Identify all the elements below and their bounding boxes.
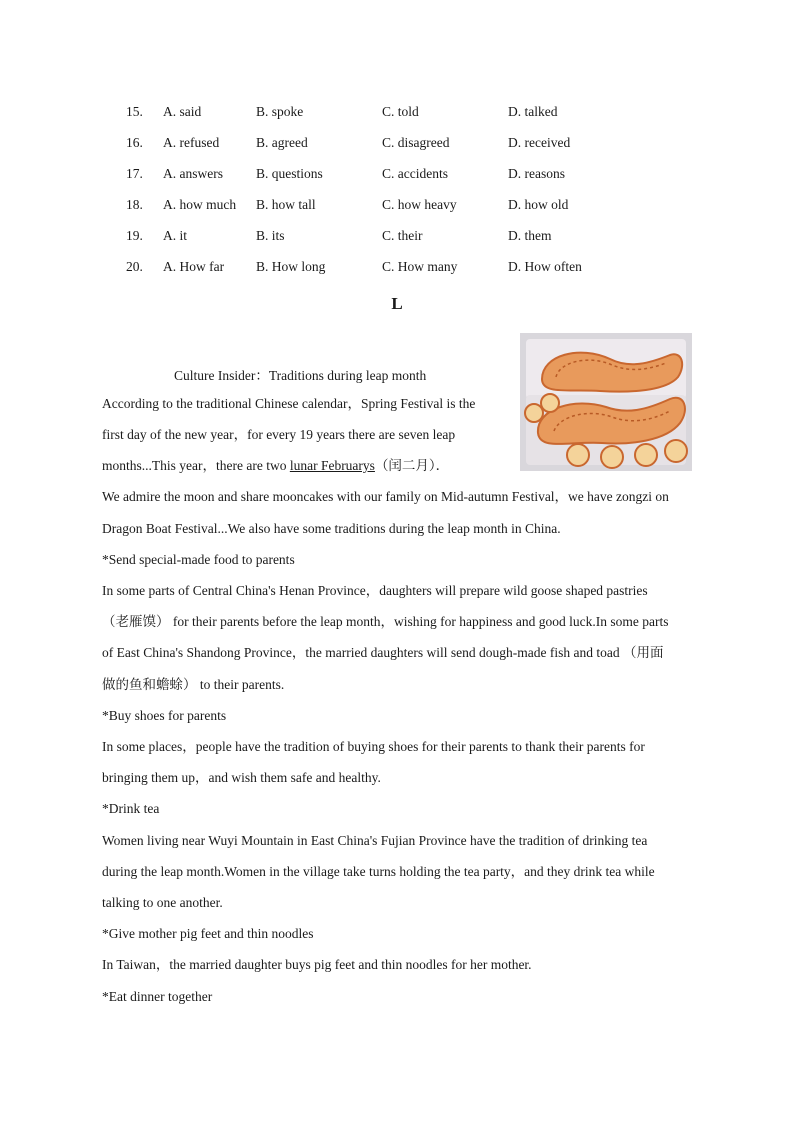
question-number: 17.	[126, 166, 143, 181]
question-row	[0, 224, 794, 255]
option-a: A. it	[163, 228, 188, 243]
option-b: B. agreed	[256, 135, 308, 150]
option-c: C. disagreed	[382, 135, 450, 150]
option-a: A. how much	[163, 197, 237, 212]
article-line: In some parts of Central China's Henan Province，daughters will prepare wild goose shaped pastries	[102, 583, 648, 598]
question-row	[0, 100, 794, 131]
option-b: B. How long	[256, 259, 326, 274]
question-row	[0, 162, 794, 193]
article-line: bringing them up，and wish them safe and healthy.	[102, 770, 381, 785]
article-line: In Taiwan，the married daughter buys pig feet and thin noodles for her mother.	[102, 957, 532, 972]
option-a: A. said	[163, 104, 202, 119]
option-d: D. them	[508, 228, 552, 243]
option-a: A. refused	[163, 135, 220, 150]
article-text: months...This year，there are two	[102, 458, 290, 473]
article-line: Dragon Boat Festival...We also have some traditions during the leap month in China.	[102, 521, 561, 536]
underlined-phrase: lunar Februarys	[289, 458, 375, 473]
question-row	[0, 131, 794, 162]
option-d: D. how old	[508, 197, 569, 212]
article-subheading: *Eat dinner together	[102, 989, 213, 1004]
section-heading: L	[391, 294, 403, 313]
question-number: 15.	[126, 104, 143, 119]
option-d: D. How often	[508, 259, 582, 274]
article-subheading: *Buy shoes for parents	[102, 708, 227, 723]
option-d: D. talked	[508, 104, 558, 119]
article-subheading: *Drink tea	[102, 801, 160, 816]
option-b: B. how tall	[256, 197, 316, 212]
article-line: （老雁馍） for their parents before the leap month，wishing for happiness and good luck.In some parts	[102, 614, 669, 629]
question-number: 18.	[126, 197, 143, 212]
option-b: B. its	[256, 228, 285, 243]
article-line: Women living near Wuyi Mountain in East China's Fujian Province have the tradition of drinking tea	[102, 833, 648, 848]
article-line	[102, 457, 449, 475]
article-text: （闰二月）．	[374, 458, 450, 473]
question-number: 20.	[126, 259, 143, 274]
article-line: first day of the new year，for every 19 years there are seven leap	[102, 427, 456, 442]
article-line: In some places，people have the tradition of buying shoes for their parents to thank their parents for	[102, 739, 645, 754]
option-a: A. How far	[163, 259, 225, 274]
question-row	[0, 193, 794, 224]
option-c: C. their	[382, 228, 423, 243]
article-line: talking to one another.	[102, 895, 223, 910]
question-row	[0, 255, 794, 286]
article-line: of East China's Shandong Province，the married daughters will send dough-made fish and toad （用面	[102, 645, 664, 660]
article-subheading: *Send special-made food to parents	[102, 552, 295, 567]
option-b: B. questions	[256, 166, 323, 181]
article-line: We admire the moon and share mooncakes with our family on Mid-autumn Festival，we have zongzi on	[102, 489, 669, 504]
answer-options	[0, 100, 794, 286]
option-c: C. How many	[382, 259, 458, 274]
question-number: 16.	[126, 135, 143, 150]
option-c: C. told	[382, 104, 419, 119]
option-a: A. answers	[163, 166, 223, 181]
question-number: 19.	[126, 228, 143, 243]
article-line: 做的鱼和蟾蜍） to their parents.	[102, 677, 285, 692]
article-line: According to the traditional Chinese calendar，Spring Festival is the	[102, 396, 476, 411]
article-title: Culture Insider：Traditions during leap month	[174, 368, 427, 383]
option-d: D. received	[508, 135, 571, 150]
option-c: C. accidents	[382, 166, 448, 181]
article-subheading: *Give mother pig feet and thin noodles	[102, 926, 314, 941]
article-line: during the leap month.Women in the village take turns holding the tea party，and they drink tea while	[102, 864, 655, 879]
option-c: C. how heavy	[382, 197, 457, 212]
pastry-photo	[520, 333, 692, 471]
option-b: B. spoke	[256, 104, 304, 119]
option-d: D. reasons	[508, 166, 565, 181]
